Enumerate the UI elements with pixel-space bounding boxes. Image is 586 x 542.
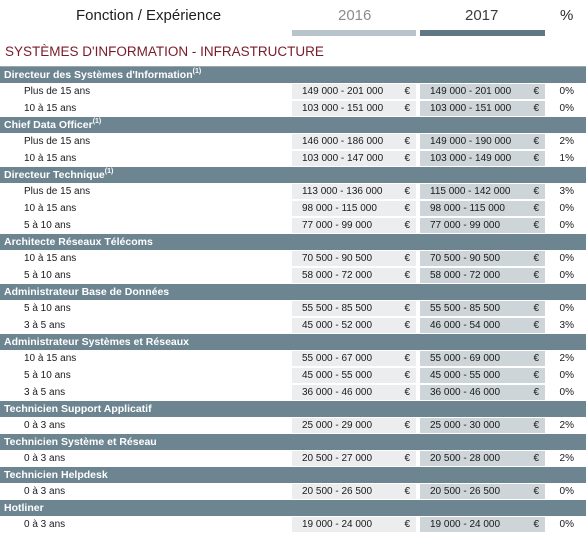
salary-range-2017: 70 500 - 90 500	[430, 253, 501, 264]
currency-symbol: €	[404, 453, 410, 464]
salary-cell-2017	[420, 268, 545, 283]
section-title: SYSTÈMES D'INFORMATION - INFRASTRUCTURE	[0, 38, 586, 67]
evolution-percent: 0%	[559, 387, 574, 398]
evolution-percent: 0%	[559, 370, 574, 381]
salary-range-2016: 149 000 - 201 000	[302, 86, 384, 97]
salary-range-2017: 77 000 - 99 000	[430, 220, 501, 231]
evolution-percent: 2%	[559, 453, 574, 464]
salary-range-2017: 55 500 - 85 500	[430, 303, 501, 314]
experience-label: 0 à 3 ans	[24, 519, 66, 530]
currency-symbol: €	[533, 353, 539, 364]
currency-symbol: €	[533, 86, 539, 97]
currency-symbol: €	[404, 203, 410, 214]
salary-cell-2016	[292, 351, 416, 366]
table-row	[0, 250, 586, 267]
experience-label: 0 à 3 ans	[24, 453, 66, 464]
evolution-percent: 0%	[559, 253, 574, 264]
currency-symbol: €	[404, 153, 410, 164]
experience-label: 3 à 5 ans	[24, 320, 66, 331]
currency-symbol: €	[533, 453, 539, 464]
salary-cell-2017	[420, 451, 545, 466]
table-row	[0, 267, 586, 284]
table-row	[0, 133, 586, 150]
evolution-percent: 0%	[559, 270, 574, 281]
group-header	[0, 67, 586, 83]
currency-symbol: €	[533, 486, 539, 497]
salary-range-2016: 70 500 - 90 500	[302, 253, 373, 264]
currency-symbol: €	[533, 387, 539, 398]
currency-symbol: €	[533, 103, 539, 114]
header-year-2016: 2016	[338, 7, 372, 24]
group-footnote-marker: (1)	[104, 168, 114, 175]
currency-symbol: €	[533, 220, 539, 231]
evolution-percent: 0%	[559, 303, 574, 314]
experience-label: 10 à 15 ans	[24, 103, 77, 114]
experience-label: 10 à 15 ans	[24, 353, 77, 364]
currency-symbol: €	[404, 103, 410, 114]
salary-cell-2017	[420, 201, 545, 216]
evolution-percent: 1%	[559, 153, 574, 164]
salary-cell-2016	[292, 318, 416, 333]
salary-range-2017: 149 000 - 201 000	[430, 86, 512, 97]
salary-cell-2017	[420, 101, 545, 116]
currency-symbol: €	[404, 186, 410, 197]
group-header	[0, 167, 586, 183]
evolution-percent: 2%	[559, 136, 574, 147]
currency-symbol: €	[533, 136, 539, 147]
group-header	[0, 117, 586, 133]
table-row	[0, 100, 586, 117]
salary-cell-2016	[292, 184, 416, 199]
salary-cell-2016	[292, 84, 416, 99]
salary-range-2017: 46 000 - 54 000	[430, 320, 501, 331]
currency-symbol: €	[404, 86, 410, 97]
table-header	[0, 0, 586, 30]
table-row	[0, 384, 586, 401]
salary-range-2016: 45 000 - 55 000	[302, 370, 373, 381]
table-row	[0, 450, 586, 467]
currency-symbol: €	[533, 519, 539, 530]
salary-cell-2017	[420, 484, 545, 499]
currency-symbol: €	[533, 370, 539, 381]
salary-cell-2016	[292, 101, 416, 116]
currency-symbol: €	[404, 303, 410, 314]
group-header	[0, 334, 586, 350]
currency-symbol: €	[404, 253, 410, 264]
salary-range-2016: 55 000 - 67 000	[302, 353, 373, 364]
header-fonction: Fonction / Expérience	[76, 7, 222, 24]
table-row	[0, 200, 586, 217]
currency-symbol: €	[404, 220, 410, 231]
currency-symbol: €	[404, 486, 410, 497]
table-row	[0, 516, 586, 533]
evolution-percent: 2%	[559, 353, 574, 364]
salary-cell-2016	[292, 451, 416, 466]
salary-range-2016: 58 000 - 72 000	[302, 270, 373, 281]
salary-cell-2016	[292, 218, 416, 233]
currency-symbol: €	[533, 320, 539, 331]
currency-symbol: €	[404, 320, 410, 331]
evolution-percent: 2%	[559, 420, 574, 431]
group-footnote-marker: (1)	[92, 118, 102, 125]
salary-range-2016: 19 000 - 24 000	[302, 519, 373, 530]
salary-cell-2016	[292, 418, 416, 433]
experience-label: 10 à 15 ans	[24, 253, 77, 264]
currency-symbol: €	[533, 153, 539, 164]
group-title: Technicien Helpdesk	[4, 469, 108, 481]
salary-cell-2017	[420, 184, 545, 199]
group-header	[0, 500, 586, 516]
header-year-2017: 2017	[465, 7, 499, 24]
salary-cell-2017	[420, 134, 545, 149]
year-2017-bar	[420, 30, 545, 36]
currency-symbol: €	[533, 186, 539, 197]
salary-range-2017: 45 000 - 55 000	[430, 370, 501, 381]
salary-cell-2017	[420, 84, 545, 99]
salary-range-2017: 20 500 - 28 000	[430, 453, 501, 464]
experience-label: 10 à 15 ans	[24, 203, 77, 214]
salary-cell-2017	[420, 301, 545, 316]
group-header	[0, 434, 586, 450]
salary-range-2016: 146 000 - 186 000	[302, 136, 384, 147]
experience-label: 10 à 15 ans	[24, 153, 77, 164]
salary-cell-2017	[420, 251, 545, 266]
currency-symbol: €	[404, 270, 410, 281]
table-row	[0, 217, 586, 234]
group-title: Administrateur Base de Données	[4, 286, 170, 298]
salary-range-2016: 55 500 - 85 500	[302, 303, 373, 314]
table-row	[0, 300, 586, 317]
experience-label: 5 à 10 ans	[24, 370, 71, 381]
experience-label: 5 à 10 ans	[24, 303, 71, 314]
salary-range-2017: 115 000 - 142 000	[430, 186, 511, 197]
salary-cell-2016	[292, 484, 416, 499]
group-title: Directeur Technique	[4, 169, 105, 181]
salary-cell-2016	[292, 517, 416, 532]
group-header	[0, 401, 586, 417]
salary-range-2016: 113 000 - 136 000	[302, 186, 383, 197]
table-row	[0, 317, 586, 334]
salary-cell-2017	[420, 218, 545, 233]
group-title: Architecte Réseaux Télécoms	[4, 236, 153, 248]
salary-range-2016: 77 000 - 99 000	[302, 220, 373, 231]
group-title: Technicien Support Applicatif	[4, 403, 152, 415]
salary-cell-2017	[420, 151, 545, 166]
experience-label: 3 à 5 ans	[24, 387, 66, 398]
salary-cell-2016	[292, 368, 416, 383]
salary-range-2016: 45 000 - 52 000	[302, 320, 373, 331]
salary-cell-2017	[420, 385, 545, 400]
group-header	[0, 234, 586, 250]
salary-range-2017: 25 000 - 30 000	[430, 420, 501, 431]
salary-range-2016: 103 000 - 147 000	[302, 153, 384, 164]
salary-table	[0, 67, 586, 533]
group-title: Technicien Système et Réseau	[4, 436, 157, 448]
salary-range-2017: 58 000 - 72 000	[430, 270, 501, 281]
currency-symbol: €	[533, 253, 539, 264]
salary-cell-2016	[292, 385, 416, 400]
currency-symbol: €	[404, 136, 410, 147]
evolution-percent: 0%	[559, 519, 574, 530]
evolution-percent: 0%	[559, 86, 574, 97]
header-percent: %	[560, 7, 574, 24]
experience-label: 0 à 3 ans	[24, 420, 66, 431]
currency-symbol: €	[404, 353, 410, 364]
table-row	[0, 83, 586, 100]
experience-label: 5 à 10 ans	[24, 270, 71, 281]
evolution-percent: 3%	[559, 186, 574, 197]
salary-range-2017: 20 500 - 26 500	[430, 486, 501, 497]
salary-cell-2017	[420, 368, 545, 383]
experience-label: 0 à 3 ans	[24, 486, 66, 497]
group-title: Chief Data Officer	[4, 119, 93, 131]
currency-symbol: €	[533, 420, 539, 431]
currency-symbol: €	[533, 270, 539, 281]
salary-range-2017: 55 000 - 69 000	[430, 353, 501, 364]
salary-range-2016: 20 500 - 27 000	[302, 453, 373, 464]
salary-cell-2016	[292, 201, 416, 216]
salary-cell-2016	[292, 301, 416, 316]
table-row	[0, 350, 586, 367]
group-title: Hotliner	[4, 502, 44, 514]
salary-range-2016: 20 500 - 26 500	[302, 486, 373, 497]
experience-label: 5 à 10 ans	[24, 220, 71, 231]
experience-label: Plus de 15 ans	[24, 136, 91, 147]
salary-range-2016: 103 000 - 151 000	[302, 103, 384, 114]
experience-label: Plus de 15 ans	[24, 186, 91, 197]
salary-cell-2016	[292, 134, 416, 149]
group-title: Directeur des Systèmes d'Information	[4, 69, 193, 81]
currency-symbol: €	[404, 420, 410, 431]
currency-symbol: €	[404, 370, 410, 381]
group-header	[0, 284, 586, 300]
salary-cell-2016	[292, 268, 416, 283]
table-row	[0, 417, 586, 434]
salary-range-2017: 36 000 - 46 000	[430, 387, 501, 398]
table-row	[0, 150, 586, 167]
evolution-percent: 0%	[559, 220, 574, 231]
group-footnote-marker: (1)	[192, 68, 202, 75]
salary-range-2017: 19 000 - 24 000	[430, 519, 501, 530]
table-row	[0, 183, 586, 200]
salary-range-2017: 103 000 - 149 000	[430, 153, 512, 164]
salary-range-2017: 149 000 - 190 000	[430, 136, 512, 147]
salary-cell-2016	[292, 251, 416, 266]
salary-cell-2017	[420, 517, 545, 532]
salary-cell-2016	[292, 151, 416, 166]
evolution-percent: 0%	[559, 103, 574, 114]
salary-cell-2017	[420, 351, 545, 366]
group-title: Administrateur Systèmes et Réseaux	[4, 336, 189, 348]
evolution-percent: 3%	[559, 320, 574, 331]
experience-label: Plus de 15 ans	[24, 86, 91, 97]
currency-symbol: €	[533, 203, 539, 214]
salary-range-2016: 36 000 - 46 000	[302, 387, 373, 398]
salary-cell-2017	[420, 418, 545, 433]
salary-range-2016: 98 000 - 115 000	[302, 203, 377, 214]
salary-cell-2017	[420, 318, 545, 333]
year-2016-bar	[292, 30, 416, 36]
evolution-percent: 0%	[559, 203, 574, 214]
salary-range-2017: 103 000 - 151 000	[430, 103, 512, 114]
salary-range-2017: 98 000 - 115 000	[430, 203, 505, 214]
currency-symbol: €	[404, 519, 410, 530]
group-header	[0, 467, 586, 483]
table-row	[0, 367, 586, 384]
evolution-percent: 0%	[559, 486, 574, 497]
currency-symbol: €	[533, 303, 539, 314]
currency-symbol: €	[404, 387, 410, 398]
table-row	[0, 483, 586, 500]
salary-range-2016: 25 000 - 29 000	[302, 420, 373, 431]
